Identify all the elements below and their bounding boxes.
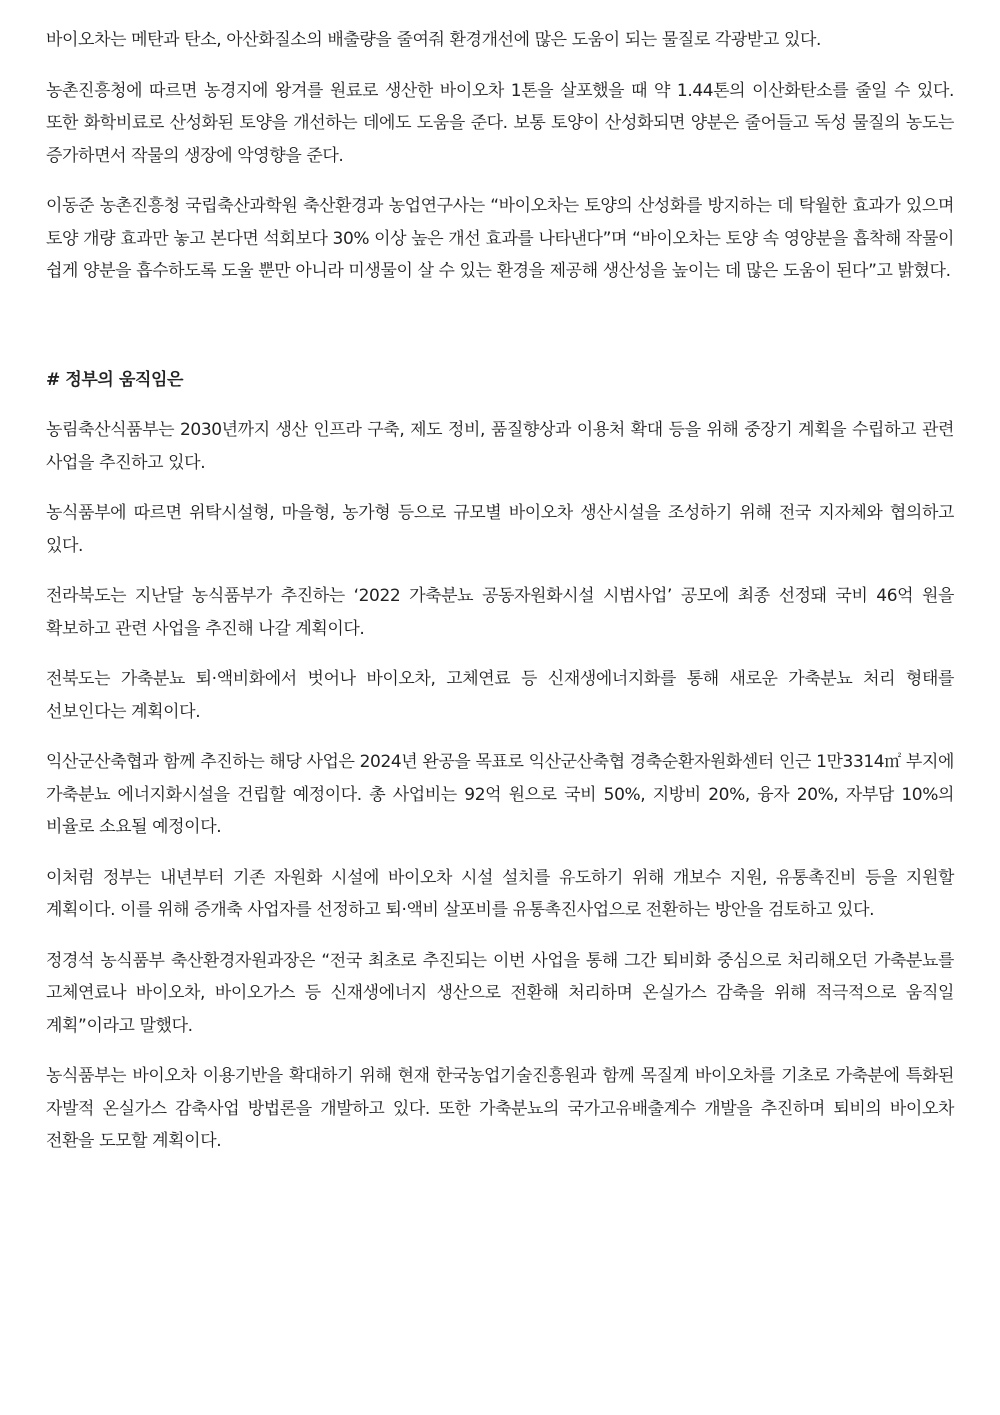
- paragraph-methodology: 농식품부는 바이오차 이용기반을 확대하기 위해 현재 한국농업기술진흥원과 함께 목질계 바이오차를 기초로 가축분에 특화된 자발적 온실가스 감축사업 방법론을 개발하고 있다. 또한 가축분뇨의 국가고유배출계수 개발을 추진하며 퇴비의 바이오차 전환을 도모할 계획이다.: [46, 1066, 954, 1151]
- paragraph-researcher-quote: 이동준 농촌진흥청 국립축산과학원 축산환경과 농업연구사는 “바이오차는 토양의 산성화를 방지하는 데 탁월한 효과가 있으며 토양 개량 효과만 놓고 본다면 석회보다 30% 이상 높은 개선 효과를 나타낸다”며 “바이오차는 토양 속 영양분을 흡착해 작물이 쉽게 양분을 흡수하도록 도울 뿐만 아니라 미생물이 살 수 있는 환경을 제공해 생산성을 높이는 데 많은 도움이 된다”고 밝혔다.: [46, 196, 954, 281]
- paragraph-director-quote: 정경석 농식품부 축산환경자원과장은 “전국 최초로 추진되는 이번 사업을 통해 그간 퇴비화 중심으로 처리해오던 가축분뇨를 고체연료나 바이오차, 바이오가스 등 신재생에너지 생산으로 전환해 처리하며 온실가스 감축을 위해 적극적으로 움직일 계획”이라고 말했다.: [46, 950, 954, 1036]
- paragraph-jeonbuk-plan: 전북도는 가축분뇨 퇴·액비화에서 벗어나 바이오차, 고체연료 등 신재생에너지화를 통해 새로운 가축분뇨 처리 형태를 선보인다는 계획이다.: [46, 669, 954, 722]
- paragraph-rda-co2: 농촌진흥청에 따르면 농경지에 왕겨를 원료로 생산한 바이오차 1톤을 살포했을 때 약 1.44톤의 이산화탄소를 줄일 수 있다. 또한 화학비료로 산성화된 토양을 개선하는 데에도 도움을 준다. 보통 토양이 산성화되면 양분은 줄어들고 독성 물질의 농도는 증가하면서 작물의 생장에 악영향을 준다.: [46, 80, 954, 166]
- paragraph-facility-types: 농식품부에 따르면 위탁시설형, 마을형, 농가형 등으로 규모별 바이오차 생산시설을 조성하기 위해 전국 지자체와 협의하고 있다.: [46, 503, 954, 556]
- paragraph-ministry-plan: 농림축산식품부는 2030년까지 생산 인프라 구축, 제도 정비, 품질향상과 이용처 확대 등을 위해 중장기 계획을 수립하고 관련 사업을 추진하고 있다.: [46, 420, 954, 473]
- paragraph-biochar-intro: 바이오차는 메탄과 탄소, 아산화질소의 배출량을 줄여줘 환경개선에 많은 도움이 되는 물질로 각광받고 있다.: [46, 30, 822, 50]
- section-spacer: [46, 306, 954, 364]
- paragraph-government-support: 이처럼 정부는 내년부터 기존 자원화 시설에 바이오차 시설 설치를 유도하기 위해 개보수 지원, 유통촉진비 등을 지원할 계획이다. 이를 위해 증개축 사업자를 선정하고 퇴·액비 살포비를 유통촉진사업으로 전환하는 방안을 검토하고 있다.: [46, 867, 954, 920]
- paragraph-iksan-project: 익산군산축협과 함께 추진하는 해당 사업은 2024년 완공을 목표로 익산군산축협 경축순환자원화센터 인근 1만3314㎡ 부지에 가축분뇨 에너지화시설을 건립할 예정이다. 총 사업비는 92억 원으로 국비 50%, 지방비 20%, 융자 20%, 자부담 10%의 비율로 소요될 예정이다.: [46, 752, 954, 837]
- section-heading: # 정부의 움직임은: [46, 369, 184, 390]
- article-body: [46, 24, 954, 1176]
- paragraph-jeonbuk-selected: 전라북도는 지난달 농식품부가 추진하는 ‘2022 가축분뇨 공동자원화시설 시범사업’ 공모에 최종 선정돼 국비 46억 원을 확보하고 관련 사업을 추진해 나갈 계획이다.: [46, 586, 954, 639]
